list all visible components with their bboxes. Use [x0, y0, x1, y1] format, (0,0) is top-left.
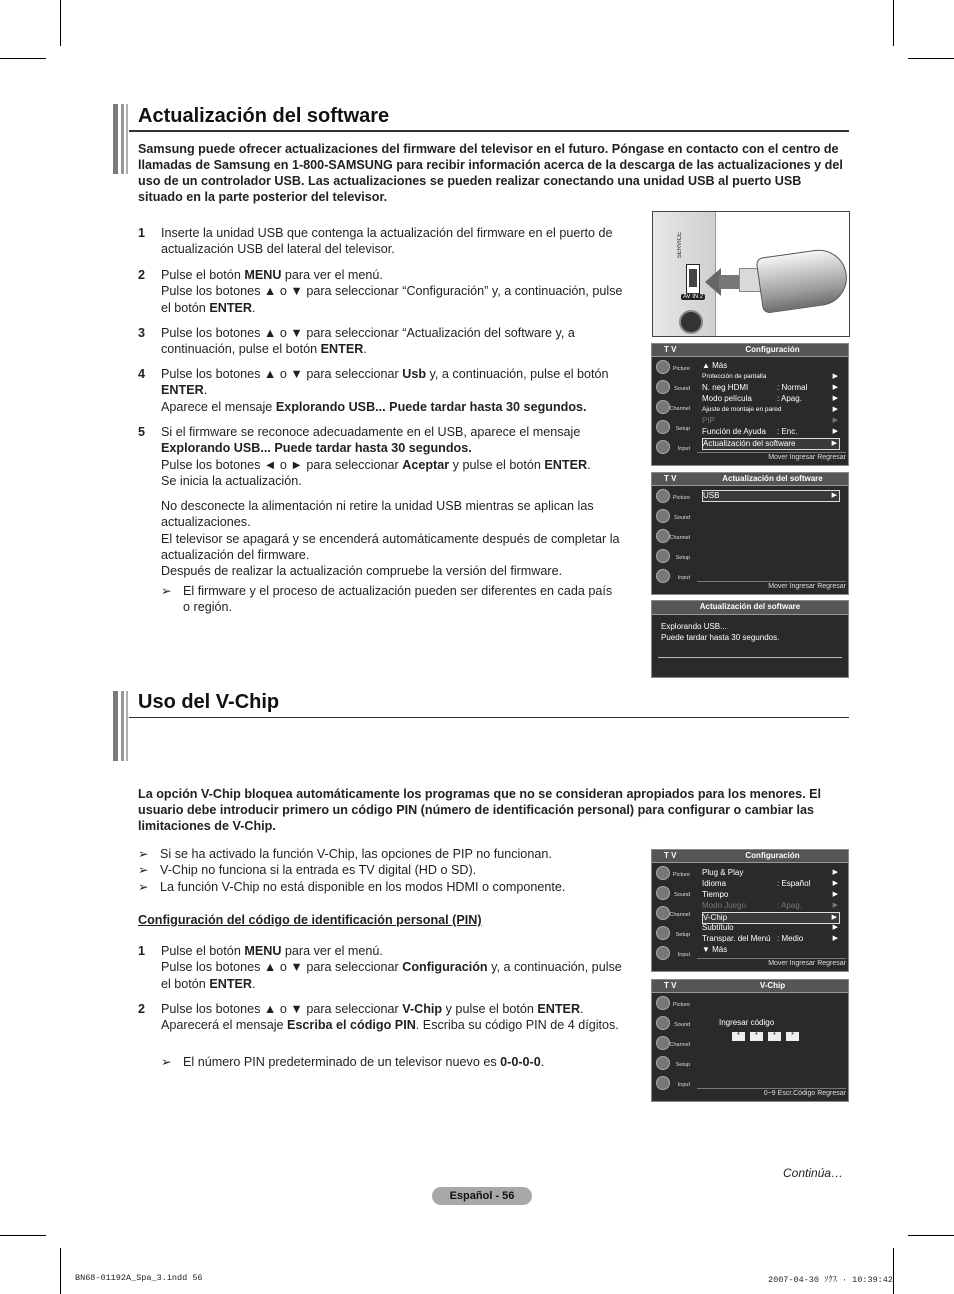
pin-digit[interactable]: *: [750, 1032, 763, 1041]
menu-item: Modo Juego : Apag. ▶: [702, 901, 838, 910]
step-text: Inserte la unidad USB que contenga la actualización del firmware en el puerto de actualización USB del lateral del televisor.: [161, 226, 613, 257]
date-info: 2007-04-30 ｿｸｽ · 10:39:42: [768, 1275, 893, 1285]
section-rule: [129, 130, 849, 132]
page-number: Español - 56: [432, 1187, 532, 1205]
arrow-icon: ➢: [138, 863, 149, 877]
menu-sidebar: [654, 864, 692, 964]
setup-icon: [656, 420, 670, 434]
sidebar-item-channel: Channel: [654, 398, 692, 418]
channel-icon: [656, 1036, 670, 1050]
sound-icon: [656, 380, 670, 394]
tv-label: T V: [664, 345, 677, 354]
pin-digit[interactable]: *: [732, 1032, 745, 1041]
section-bar: [113, 691, 129, 761]
step-number: 3: [138, 326, 146, 340]
pin-digit[interactable]: *: [786, 1032, 799, 1041]
pin-digit[interactable]: *: [768, 1032, 781, 1041]
menu-sidebar: [654, 487, 692, 587]
subheading: Configuración del código de identificación personal (PIN): [138, 913, 482, 927]
step-number: 5: [138, 425, 146, 439]
tv-label: T V: [664, 474, 677, 483]
menu-title: Actualización del software: [722, 474, 823, 483]
step-number: 1: [138, 226, 146, 240]
step-number: 2: [138, 1002, 146, 1016]
menu-item[interactable]: Transpar. del Menú : Medio ▶: [702, 934, 838, 943]
section-title: Uso del V-Chip: [138, 691, 280, 713]
step-text: Pulse el botón MENU para ver el menú. Pulse los botones ▲ o ▼ para seleccionar “Configuración” y, a continuación, pulse el botón ENTER.: [161, 268, 623, 315]
menu-item-usb[interactable]: USB ▶: [702, 490, 840, 502]
sidebar-item-channel: Channel: [654, 1034, 692, 1054]
sidebar-item-input: Input: [654, 438, 692, 458]
menu-footer: Mover Ingresar Regresar: [697, 583, 846, 593]
progress-rail: [658, 657, 842, 658]
tv-menu-actualizacion: [651, 472, 849, 595]
paragraph-text: Después de realizar la actualización compruebe la versión del firmware.: [161, 564, 563, 579]
sound-icon: [656, 886, 670, 900]
crop-mark: [60, 1248, 61, 1294]
sidebar-item-picture: Picture: [654, 864, 692, 884]
section-title: Actualización del software: [138, 105, 390, 127]
dialog-box: [651, 600, 849, 678]
section-bar: [113, 104, 129, 174]
menu-item-selected[interactable]: Actualización del software ▶: [702, 438, 840, 450]
sidebar-item-setup: Setup: [654, 418, 692, 438]
menu-footer: 0~9 Escr.Código Regresar: [697, 1090, 846, 1100]
crop-mark: [893, 1248, 894, 1294]
sidebar-item-sound: Sound: [654, 378, 692, 398]
input-icon: [656, 440, 670, 454]
sidebar-item-sound: Sound: [654, 507, 692, 527]
sound-icon: [656, 1016, 670, 1030]
usb-port-icon: [686, 264, 700, 294]
usb-illustration: [652, 211, 850, 337]
av-label: AV IN 2: [683, 294, 704, 300]
arrow-icon: ➢: [161, 584, 172, 598]
note-text: El firmware y el proceso de actualización pueden ser diferentes en cada país o región.: [183, 584, 613, 615]
section-rule: [129, 717, 849, 718]
menu-item-selected[interactable]: V-Chip ▶: [702, 912, 840, 924]
arrow-icon: ➢: [138, 880, 149, 894]
menu-item[interactable]: Tiempo ▶: [702, 890, 838, 899]
setup-icon: [656, 926, 670, 940]
step-number: 4: [138, 367, 146, 381]
menu-item: PIP ▶: [702, 416, 838, 425]
sidebar-item-picture: Picture: [654, 994, 692, 1014]
arrow-icon: ➢: [138, 847, 149, 861]
menu-item[interactable]: ▼ Más: [702, 945, 728, 954]
picture-icon: [656, 996, 670, 1010]
menu-item[interactable]: ▲ Más: [702, 361, 728, 370]
input-icon: [656, 946, 670, 960]
input-icon: [656, 569, 670, 583]
note-text: El número PIN predeterminado de un televisor nuevo es 0-0-0-0.: [183, 1055, 545, 1069]
tv-menu-configuracion-vchip: [651, 849, 849, 972]
menu-footer: Mover Ingresar Regresar: [697, 454, 846, 464]
input-icon: [656, 1076, 670, 1090]
arrow-icon: ➢: [161, 1055, 172, 1069]
sidebar-item-channel: Channel: [654, 527, 692, 547]
sound-icon: [656, 509, 670, 523]
crop-mark: [0, 1235, 46, 1236]
step-text: Pulse los botones ▲ o ▼ para seleccionar Usb y, a continuación, pulse el botón ENTER. Aparece el mensaje Explorando USB... Puede tardar hasta 30 segundos.: [161, 367, 609, 414]
crop-mark: [908, 58, 954, 59]
step-text: Pulse los botones ▲ o ▼ para seleccionar “Actualización del software y, a continuación, pulse el botón ENTER.: [161, 326, 575, 357]
menu-item[interactable]: Idioma : Español ▶: [702, 879, 838, 888]
menu-title: V-Chip: [759, 981, 786, 990]
step-text: Pulse el botón MENU para ver el menú. Pulse los botones ▲ o ▼ para seleccionar Configuración y, a continuación, pulse el botón ENTER.: [161, 944, 622, 991]
paragraph-text: El televisor se apagará y se encenderá automáticamente después de completar la actualización del firmware.: [161, 531, 620, 562]
sidebar-item-picture: Picture: [654, 358, 692, 378]
menu-item[interactable]: Plug & Play ▶: [702, 868, 838, 877]
sidebar-item-setup: Setup: [654, 924, 692, 944]
sidebar-item-input: Input: [654, 944, 692, 964]
note-text: La función V-Chip no está disponible en los modos HDMI o componente.: [160, 880, 566, 894]
port-label: SERVICE: [677, 232, 683, 259]
tv-label: T V: [664, 851, 677, 860]
menu-item[interactable]: Modo película : Apag. ▶: [702, 394, 838, 403]
paragraph-text: No desconecte la alimentación ni retire la unidad USB mientras se aplican las actualizaciones.: [161, 499, 594, 530]
sidebar-item-setup: Setup: [654, 547, 692, 567]
dialog-title: Actualización del software: [699, 602, 801, 611]
note-text: Si se ha activado la función V-Chip, las opciones de PIP no funcionan.: [160, 847, 552, 861]
sidebar-item-sound: Sound: [654, 884, 692, 904]
menu-sidebar: [654, 358, 692, 458]
sidebar-item-channel: Channel: [654, 904, 692, 924]
crop-mark: [908, 1235, 954, 1236]
step-text: Pulse los botones ▲ o ▼ para seleccionar V-Chip y pulse el botón ENTER. Aparecerá el mensaje Escriba el código PIN. Escriba su código PIN de 4 dígitos.: [161, 1002, 619, 1033]
sidebar-item-picture: Picture: [654, 487, 692, 507]
menu-item[interactable]: N. neg HDMI : Normal ▶: [702, 383, 838, 392]
picture-icon: [656, 489, 670, 503]
crop-mark: [60, 0, 61, 46]
setup-icon: [656, 549, 670, 563]
note-text: V-Chip no funciona si la entrada es TV digital (HD o SD).: [160, 863, 477, 877]
section-intro: Samsung puede ofrecer actualizaciones del firmware del televisor en el futuro. Póngase en contacto con el centro de llamadas de Samsung en 1-800-SAMSUNG para recibir información acerca de la descarga de las actualizaciones y del uso de un controlador USB. Las actualizaciones se pueden realizar conectando una unidad USB al puerto USB situado en la parte posterior del televisor.: [138, 142, 843, 204]
continua-label: Continúa…: [783, 1166, 844, 1180]
tv-menu-vchip: [651, 979, 849, 1102]
sidebar-item-sound: Sound: [654, 1014, 692, 1034]
menu-footer: Mover Ingresar Regresar: [697, 960, 846, 970]
tv-label: T V: [664, 981, 677, 990]
step-number: 2: [138, 268, 146, 282]
file-info: BN68-01192A_Spa_3.indd 56: [75, 1273, 203, 1283]
dialog-message: Explorando USB... Puede tardar hasta 30 segundos.: [661, 622, 780, 642]
pin-label: Ingresar código: [719, 1018, 775, 1027]
sidebar-item-setup: Setup: [654, 1054, 692, 1074]
menu-title: Configuración: [745, 345, 800, 354]
channel-icon: [656, 400, 670, 414]
channel-icon: [656, 529, 670, 543]
picture-icon: [656, 866, 670, 880]
tv-menu-configuracion: [651, 343, 849, 466]
section-intro: La opción V-Chip bloquea automáticamente los programas que no se consideran apropiados para los menores. El usuario debe introducir primero un código PIN (número de identificación personal) para configurar o cambiar las limitaciones de V-Chip.: [138, 787, 822, 833]
channel-icon: [656, 906, 670, 920]
menu-sidebar: [654, 994, 692, 1094]
sidebar-item-input: Input: [654, 1074, 692, 1094]
sidebar-item-input: Input: [654, 567, 692, 587]
crop-mark: [0, 58, 46, 59]
av-jack-icon: [679, 310, 703, 334]
usb-drive-icon: [756, 246, 850, 314]
menu-title: Configuración: [745, 851, 800, 860]
crop-mark: [893, 0, 894, 46]
menu-item[interactable]: Ajuste de montaje en pared ▶: [702, 406, 838, 413]
step-number: 1: [138, 944, 146, 958]
setup-icon: [656, 1056, 670, 1070]
menu-item[interactable]: Protección de pantalla ▶: [702, 373, 838, 380]
menu-item[interactable]: Subtítulo ▶: [702, 923, 838, 932]
picture-icon: [656, 360, 670, 374]
menu-item[interactable]: Función de Ayuda : Enc. ▶: [702, 427, 838, 436]
step-text: Si el firmware se reconoce adecuadamente en el USB, aparece el mensaje Explorando USB... Puede tardar hasta 30 segundos. Pulse los botones ◄ o ► para seleccionar Aceptar y pulse el botón ENTER. Se inicia la actualización.: [161, 425, 591, 488]
